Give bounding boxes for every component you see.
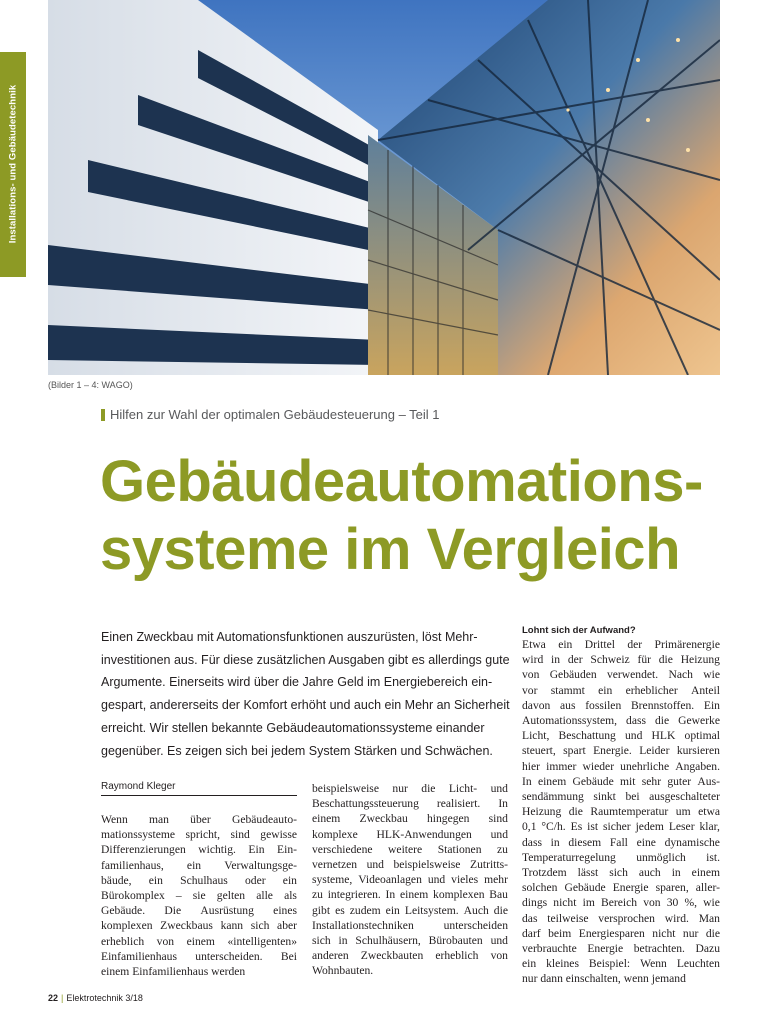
kicker-text: Hilfen zur Wahl der optimalen Gebäudesteuerung – Teil 1 (110, 407, 440, 422)
text-line: Licht, Beschattung und HLK optimal (522, 729, 720, 743)
section-tab-label: Installations- und Gebäudetechnik (7, 84, 19, 244)
text-line: Einfamilienhaus unterscheiden. Bei (101, 949, 297, 963)
text-line: das teilweise versprochen wird. Man (522, 911, 720, 925)
text-line: Wohnbauten. (312, 964, 374, 978)
headline-line: systeme im Vergleich (100, 517, 680, 582)
lead-line: Argumente. Einerseits wird über die Jahre Geld im Energiebereich ein- (101, 675, 493, 690)
text-line: einem Einfamilienhaus werden (101, 965, 246, 979)
headline-line: Gebäudeautomations- (100, 449, 703, 514)
text-line: Etwa ein Drittel der Primärenergie (522, 638, 720, 651)
text-line: einem Zweckbau hingegen sind (312, 812, 508, 826)
text-line: Installationstechniken unterscheiden (312, 918, 508, 932)
text-line: vor stammt ein erheblicher Anteil (522, 683, 720, 697)
text-line: Wenn man über Gebäudeauto- (101, 813, 297, 826)
text-line: mationssysteme spricht, sind gewisse (101, 828, 297, 842)
text-line: systeme, Videoanlagen und vieles mehr (312, 873, 508, 887)
lead-line: gegenüber. Es zeigen sich bei jedem System Stärken und Schwächen. (101, 743, 493, 758)
headline (100, 448, 740, 584)
text-line: von Gebäuden verwendet. Nach wie (522, 668, 720, 682)
text-line: Beschattungssteuerung realisiert. In (312, 797, 508, 811)
text-line: beispielsweise nur die Licht- und (312, 782, 508, 795)
text-line: ein kleines Beispiel: Wenn Leuchten (522, 957, 720, 971)
text-line: Trotzdem lässt sich auch in einem (522, 866, 720, 880)
text-line: hier immer wieder unehrliche Angaben. (522, 759, 720, 773)
text-line: bäude, ein Schulhaus oder ein (101, 873, 297, 887)
building-illustration (48, 0, 720, 375)
text-line: 0,1 °C/h. Es ist sicher jedem Leser klar, (522, 820, 720, 834)
text-line: Automationssystem, dass die Gewerke (522, 714, 720, 728)
text-line: verbrauchte Energie betrachten. Dazu (522, 942, 720, 956)
text-line: verschiedene weitere Stationen zu (312, 842, 508, 856)
text-line: sich in Schulhäusern, Bürobauten und (312, 934, 508, 948)
text-line: davon aus fossilen Brennstoffen. Ein (522, 698, 720, 712)
text-line: steuert, spart Energie. Leider kursieren (522, 744, 720, 758)
text-line: anderen Zweckbauten erheblich von (312, 949, 508, 963)
lead-line: erreicht. Wir stellen bekannte Gebäudeautomationssysteme einander (101, 720, 485, 735)
hero-photo (48, 0, 720, 375)
text-line: Heizung die Raumtemperatur um etwa (522, 805, 720, 819)
author-byline: Raymond Kleger (101, 781, 297, 796)
text-line: solchen Gebäude Energie sparen, aller- (522, 881, 720, 895)
text-line: nur dann einschalten, wenn jemand (522, 972, 686, 986)
publication-name: Elektrotechnik 3/18 (66, 993, 143, 1003)
text-line: Differenzierungen wichtig. Ein Ein- (101, 843, 297, 857)
footer-separator: | (61, 993, 64, 1003)
text-line: komplexen Zweckbaus kann sich aber (101, 919, 297, 933)
lead-line: investitionen aus. Für diese zusätzlichen Ausgaben gibt es allerdings gute (101, 652, 510, 667)
text-line: komplexe HLK-Anwendungen und (312, 827, 508, 841)
text-line: wird in der Schweiz für die Heizung (522, 653, 720, 667)
text-line: Gebäude. Die Ausrüstung eines (101, 904, 297, 918)
page-footer (48, 993, 143, 1003)
kicker (101, 407, 440, 422)
photo-credit: (Bilder 1 – 4: WAGO) (48, 380, 133, 390)
text-line: dings nicht im Bereich von 30 %, wie (522, 896, 720, 910)
text-line: Temperaturregelung unmöglich ist. (522, 850, 720, 864)
text-line: In einem Gebäude mit sehr guter Aus- (522, 774, 720, 788)
text-line: sendämmung sinkt bei ausgeschalteter (522, 790, 720, 804)
body-column-1 (101, 812, 297, 979)
section-heading: Lohnt sich der Aufwand? (522, 625, 636, 636)
text-line: dass in diesem Fall eine dynamische (522, 835, 720, 849)
lead-paragraph (101, 626, 510, 762)
text-line: Bürokomplex – sie gelten alle als (101, 889, 297, 903)
text-line: darf beim Energiesparen nicht nur die (522, 926, 720, 940)
lead-line: gespart, andererseits der Komfort erhöht und auch ein Mehr an Sicherheit (101, 698, 510, 713)
text-line: gibt es zudem ein Leitsystem. Auch die (312, 903, 508, 917)
body-column-2 (312, 781, 508, 979)
kicker-marker (101, 409, 105, 421)
lead-line: Einen Zweckbau mit Automationsfunktionen auszurüsten, löst Mehr- (101, 630, 478, 644)
text-line: vernetzen und beispielsweise Zutritts- (312, 858, 508, 872)
text-line: erheblich von einem «intelligenten» (101, 934, 297, 948)
page-number: 22 (48, 993, 59, 1003)
body-column-3 (522, 637, 720, 987)
text-line: zu integrieren. In einem komplexen Bau (312, 888, 508, 902)
text-line: familienhaus, ein Verwaltungsge- (101, 858, 297, 872)
